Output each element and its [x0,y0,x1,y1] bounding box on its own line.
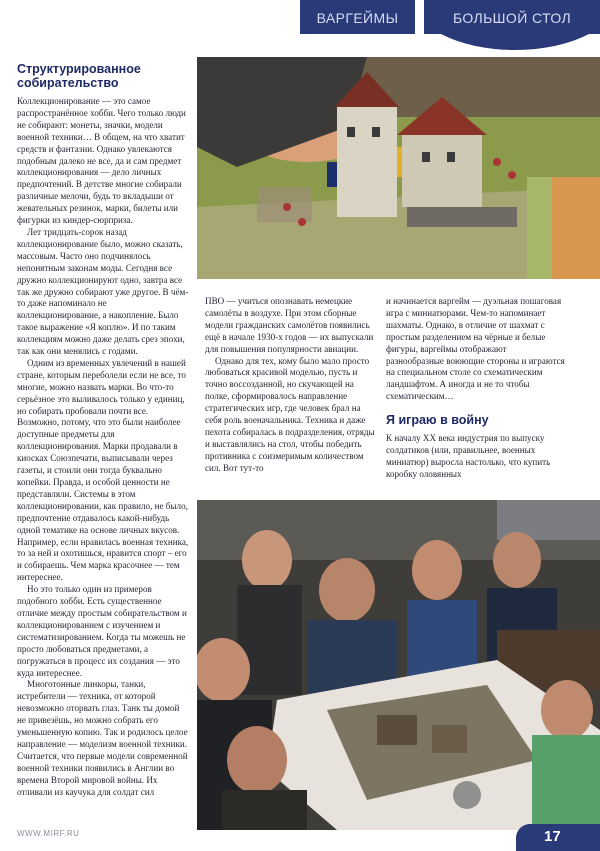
wargame-table-photo [197,57,600,279]
article-column-1 [17,62,189,798]
section-heading: Структурированное собирательство [17,62,141,90]
wargame-players-photo [197,500,600,830]
page-number: 17 [544,828,561,845]
article-column-3 [386,296,566,481]
section-label: ВАРГЕЙМЫ [316,10,399,26]
paragraph: Однако для тех, кому было мало просто любоваться красивой моделью, пусть и точно воссозданной, но скучающей на полке, сформировалось направление стратегических игр, где человек брал на себя роль военачальника. Техника и даже пехота собиралась в подразделения, отряды и выставлялись на стол, чтобы победить противника с соизмеримым количеством сил. Вот тут-то [205,355,375,473]
paragraph: Коллекционирование — это самое распространённое хобби. Чего только люди не собирают: монеты, значки, модели военной техники… В общем, на что хватит средств и фантазии. Однако увлекаются подобным далеко не все, да и сам предмет коллекционирования — дело личных предпочтений. В детстве многие собирали различные мелочи, будь то вкладыши от жевательных резинок, марки, билеты или фигурки из киндер-сюрприза. [17,96,186,226]
footer-url: WWW.MIRF.RU [17,829,80,838]
paragraph: ПВО — учиться опознавать немецкие самолёты в воздухе. При этом сборные модели гражданских самолётов появились ещё в начале 1930-х годов — их выпускали для повышения популярности авиации. [205,296,374,354]
paragraph: Одним из временных увлечений в нашей стране, которым переболели если не все, то многие, можно назвать марки. Во что-то серьёзное это выливалось только у единиц, но собирать пробовали почти все. Возможно, потому, что это были наиболее доступные предметы для коллекционирования. Марки продавали в киосках Союзпечати, выписывали через газеты, и стоили они тогда буквально копейки. Правда, и особой ценности не представляли. Системы в этом коллекционировании, как правило, не было, предпочтение отдавалось какой-нибудь одной тематике на основе личных вкусов. Например, если нравилась военная техника, то за ней и охотишься, нравится спорт – его и собираешь. Чем марка красочнее — тем интереснее. [17,357,189,583]
paragraph: К началу XX века индустрия по выпуску солдатиков (или, правильнее, военных миниатюр) выросла настолько, что купить коробку оловянных [386,433,551,479]
header-divider [415,0,424,34]
paragraph: и начинается варгейм — дуэльная пошаговая игра с миниатюрами. Чем-то напоминает шахматы. Однако, в отличие от шахмат с простым разделением на чёрные и белые фигуры, варгеймы отображают разнообразные воюющие стороны и играются на специальном столе со схематическим ландшафтом. А иногда и не то чтобы схематическим… [386,296,565,402]
paragraph: Многотонные линкоры, танки, истребители — техника, от которой невозможно оторвать глаз. Танк ты домой не привезёшь, но можно собрать его уменьшенную копию. Так и родилось целое направление — моделизм военной техники. Считается, что первые модели современной военной техники появились в Англии во времена Второй мировой войны. Их отливали из каучука для солдат сил [17,679,188,797]
section-heading: Я играю в войну [386,413,489,428]
subsection-label: БОЛЬШОЙ СТОЛ [452,10,572,26]
paragraph: Но это только один из примеров подобного хобби. Есть существенное отличие между простым собирательством и коллекционированием с изучением и систематизированием. Когда ты можешь не просто любоваться предметами, а погружаться в процесс их создания — это куда интереснее. [17,584,187,678]
article-column-2 [205,296,375,475]
header-bar [300,0,600,34]
paragraph: Лет тридцать-сорок назад коллекционирование было, можно сказать, массовым. Часто оно подчинялось непонятным законам моды. Сегодня все дружно коллекционируют одно, завтра все так же дружно собирают уже другое. В чём-то даже напоминало не коллекционирование, а накопление. Было такое выражение «Я коплю». И по таким коллекциям можно даже делать срез эпохи, так как они менялись с годами. [17,226,189,357]
page-number-box [516,824,600,851]
